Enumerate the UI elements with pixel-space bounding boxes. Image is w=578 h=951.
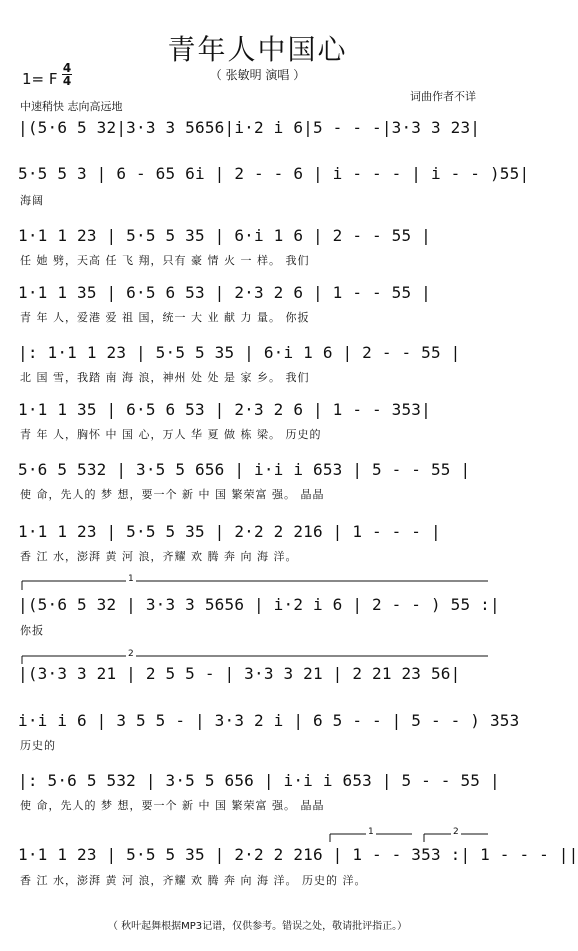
lyric-row-12: 使 命，先人的 梦 想，要一个 新 中 国 繁荣富 强。 晶晶 bbox=[20, 799, 325, 812]
lyric-row-4: 青 年 人，爱港 爱 祖 国，统一 大 业 献 力 量。 你扳 bbox=[20, 311, 310, 324]
lyric-row-3: 任 她 劈，天高 任 飞 翔，只有 豪 情 火 一 样。 我们 bbox=[20, 254, 310, 267]
lyric-row-11: 历史的 bbox=[20, 739, 56, 752]
notation-row-7: 5·6 5 532 | 3·5 5 656 | i·i i 653 | 5 - - 55 | bbox=[18, 460, 471, 479]
footer-note: （ 秋叶起舞根据MP3记谱，仅供参考。错误之处，敬请批评指正。） bbox=[107, 921, 408, 932]
notation-row-1: |(5·6 5 32|3·3 3 5656|i·2 i 6|5 - - -|3·3 3 23| bbox=[18, 118, 481, 137]
notation-row-9: |(5·6 5 32 | 3·3 3 5656 | i·2 i 6 | 2 - - ) 55 :| bbox=[18, 595, 500, 614]
song-title: 青年人中国心 bbox=[167, 33, 348, 66]
meter-top: 4 bbox=[62, 61, 72, 75]
volta-label-a: 1 bbox=[128, 574, 134, 584]
lyric-row-5: 北 国 雪，我踏 南 海 浪，神州 处 处 是 家 乡。 我们 bbox=[20, 371, 310, 384]
notation-row-4: 1·1 1 35 | 6·5 6 53 | 2·3 2 6 | 1 - - 55 | bbox=[18, 283, 431, 302]
volta-label-c: 1 bbox=[368, 827, 374, 837]
volta-label-b: 2 bbox=[128, 649, 134, 659]
notation-row-10: |(3·3 3 21 | 2 5 5 - | 3·3 3 21 | 2 21 23 56| bbox=[18, 664, 461, 683]
notation-row-2: 5·5 5 3 | 6 - 65 6i | 2 - - 6 | i - - - | i - - )55| bbox=[18, 164, 530, 183]
lyric-row-9: 你扳 bbox=[20, 624, 44, 637]
volta-bracket-top-1 bbox=[22, 581, 488, 590]
notation-row-13: 1·1 1 23 | 5·5 5 35 | 2·2 2 216 | 1 - - 353 :| 1 - - - || bbox=[18, 845, 578, 864]
time-signature bbox=[62, 62, 72, 87]
volta-bracket-top-2 bbox=[22, 656, 488, 664]
lyric-row-8: 香 江 水，澎湃 黄 河 浪，齐耀 欢 腾 奔 向 海 洋。 bbox=[20, 550, 298, 563]
singer-credit: （ 张敏明 演唱 ） bbox=[209, 68, 306, 82]
volta-label-d: 2 bbox=[453, 827, 459, 837]
lyric-row-2: 海阔 bbox=[20, 194, 44, 207]
notation-row-11: i·i i 6 | 3 5 5 - | 3·3 2 i | 6 5 - - | 5 - - ) 353 bbox=[18, 711, 520, 730]
key-signature: 1= F bbox=[22, 70, 58, 88]
notation-row-12: |: 5·6 5 532 | 3·5 5 656 | i·i i 653 | 5 - - 55 | bbox=[18, 771, 500, 790]
lyric-row-7: 使 命，先人的 梦 想，要一个 新 中 国 繁荣富 强。 晶晶 bbox=[20, 488, 325, 501]
composer-credit: 词曲作者不详 bbox=[410, 90, 476, 103]
notation-row-3: 1·1 1 23 | 5·5 5 35 | 6·i 1 6 | 2 - - 55 | bbox=[18, 226, 431, 245]
lyric-row-13: 香 江 水，澎湃 黄 河 浪，齐耀 欢 腾 奔 向 海 洋。 历史的 洋。 bbox=[20, 874, 367, 887]
notation-row-8: 1·1 1 23 | 5·5 5 35 | 2·2 2 216 | 1 - - - | bbox=[18, 522, 441, 541]
notation-row-5: |: 1·1 1 23 | 5·5 5 35 | 6·i 1 6 | 2 - - 55 | bbox=[18, 343, 461, 362]
lyric-row-6: 青 年 人，胸怀 中 国 心，万人 华 夏 做 栋 梁。 历史的 bbox=[20, 428, 322, 441]
notation-row-6: 1·1 1 35 | 6·5 6 53 | 2·3 2 6 | 1 - - 353| bbox=[18, 400, 431, 419]
meter-bottom: 4 bbox=[62, 74, 72, 88]
tempo-marking: 中速稍快 志向高远地 bbox=[20, 100, 123, 113]
